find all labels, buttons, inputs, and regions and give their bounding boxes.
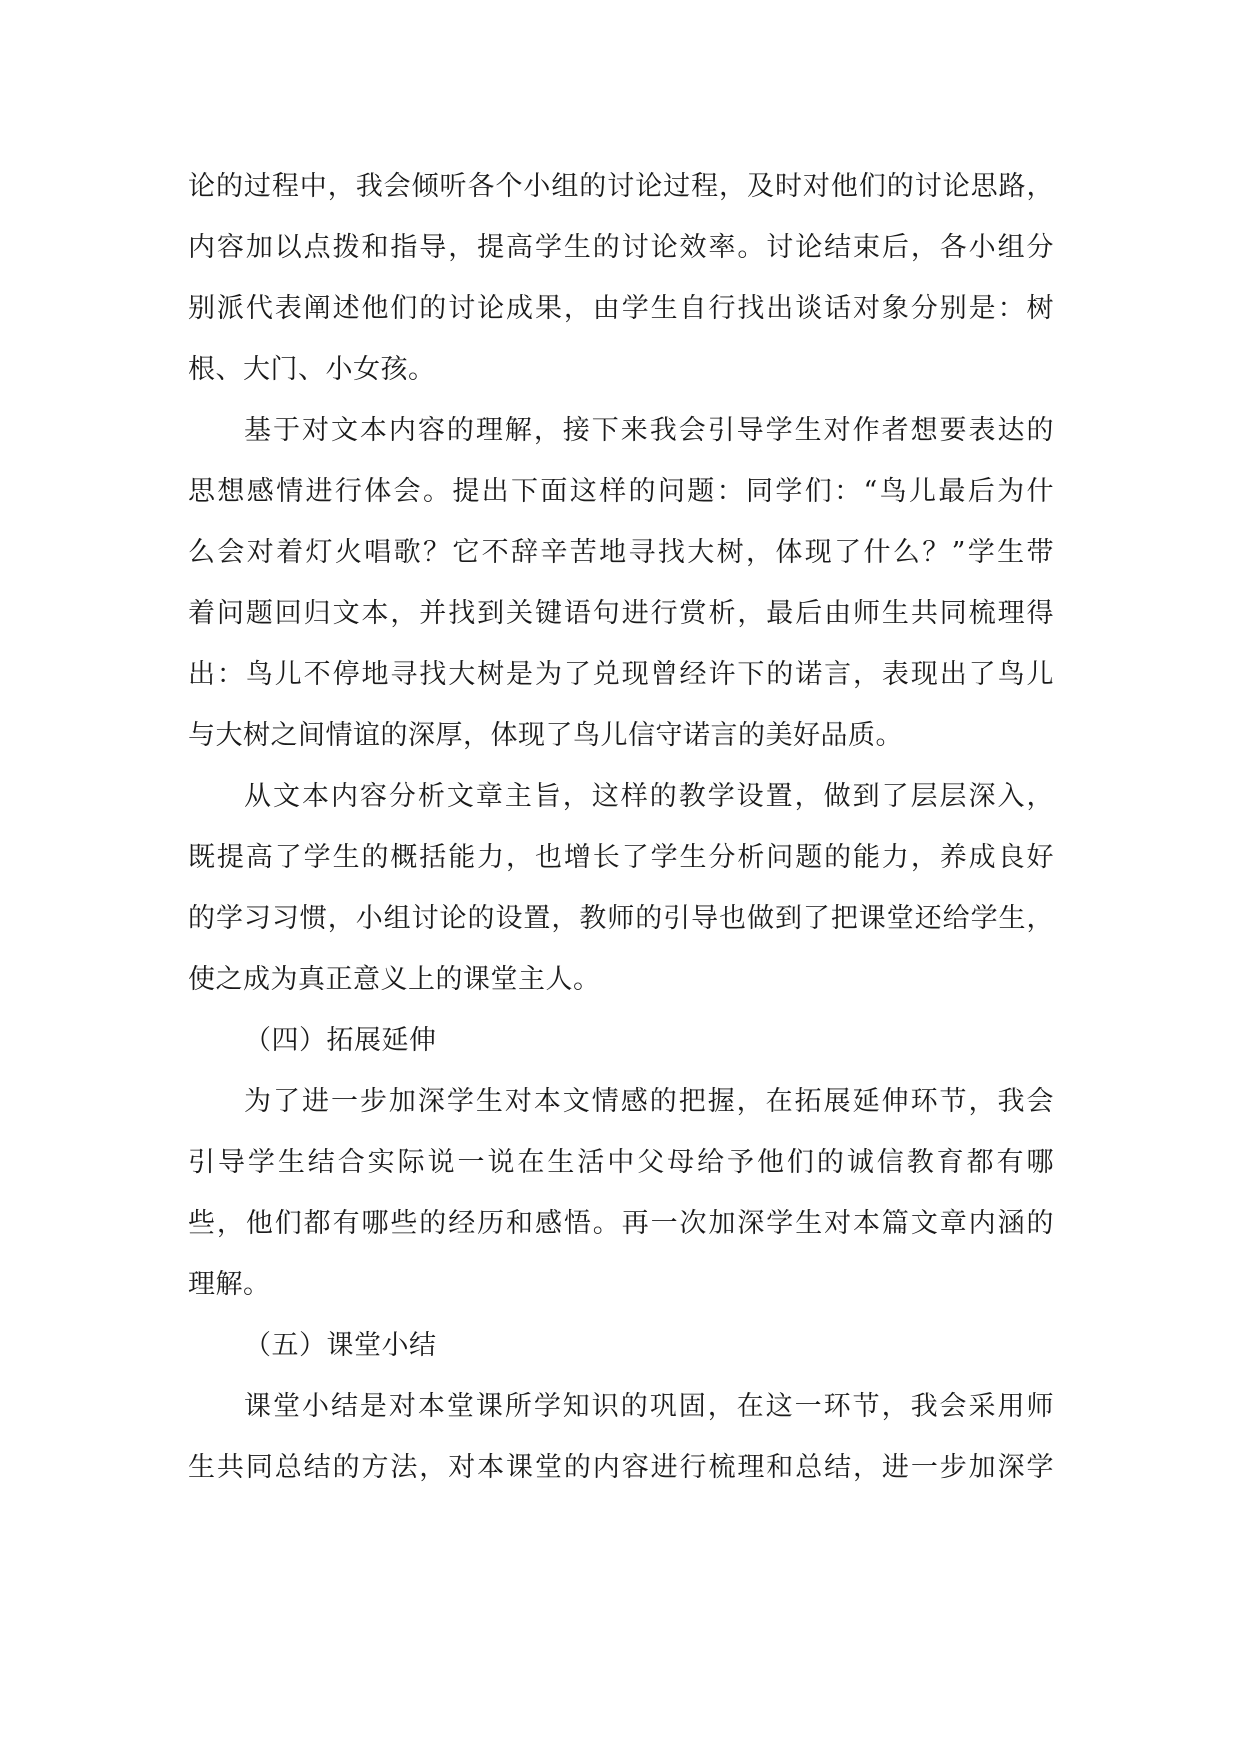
- text-line: 与大树之间情谊的深厚，体现了鸟儿信守诺言的美好品质。: [188, 720, 903, 751]
- text-line: 的学习习惯，小组讨论的设置，教师的引导也做到了把课堂还给学生，: [188, 903, 1054, 934]
- text-line: 根、大门、小女孩。: [188, 354, 436, 385]
- paragraph: [188, 156, 1054, 400]
- paragraph: [188, 1071, 1054, 1315]
- text-line: 基于对文本内容的理解，接下来我会引导学生对作者想要表达的: [244, 415, 1054, 446]
- text-line: 理解。: [188, 1269, 271, 1300]
- paragraph: [188, 1376, 1054, 1498]
- text-line: 出：鸟儿不停地寻找大树是为了兑现曾经许下的诺言，表现出了鸟儿: [188, 659, 1054, 690]
- text-line: 课堂小结是对本堂课所学知识的巩固，在这一环节，我会采用师: [244, 1391, 1054, 1422]
- text-line: 生共同总结的方法，对本课堂的内容进行梳理和总结，进一步加深学: [188, 1452, 1054, 1483]
- section-heading: （四）拓展延伸: [244, 1025, 437, 1056]
- text-line: 内容加以点拨和指导，提高学生的讨论效率。讨论结束后，各小组分: [188, 232, 1054, 263]
- document-body: [188, 156, 1054, 1498]
- text-line: 为了进一步加深学生对本文情感的把握，在拓展延伸环节，我会: [244, 1086, 1054, 1117]
- text-line: 从文本内容分析文章主旨，这样的教学设置，做到了层层深入，: [244, 781, 1054, 812]
- paragraph: [188, 400, 1054, 766]
- section-heading: （五）课堂小结: [244, 1330, 437, 1361]
- text-line: 论的过程中，我会倾听各个小组的讨论过程，及时对他们的讨论思路，: [188, 171, 1054, 202]
- paragraph: [188, 766, 1054, 1010]
- text-line: 么会对着灯火唱歌？它不辞辛苦地寻找大树，体现了什么？”学生带: [188, 537, 1054, 568]
- text-line: 使之成为真正意义上的课堂主人。: [188, 964, 601, 995]
- text-line: 既提高了学生的概括能力，也增长了学生分析问题的能力，养成良好: [188, 842, 1054, 873]
- text-line: 别派代表阐述他们的讨论成果，由学生自行找出谈话对象分别是：树: [188, 293, 1054, 324]
- text-line: 些，他们都有哪些的经历和感悟。再一次加深学生对本篇文章内涵的: [188, 1208, 1054, 1239]
- text-line: 引导学生结合实际说一说在生活中父母给予他们的诚信教育都有哪: [188, 1147, 1054, 1178]
- text-line: 思想感情进行体会。提出下面这样的问题：同学们：“鸟儿最后为什: [188, 476, 1054, 507]
- text-line: 着问题回归文本，并找到关键语句进行赏析，最后由师生共同梳理得: [188, 598, 1054, 629]
